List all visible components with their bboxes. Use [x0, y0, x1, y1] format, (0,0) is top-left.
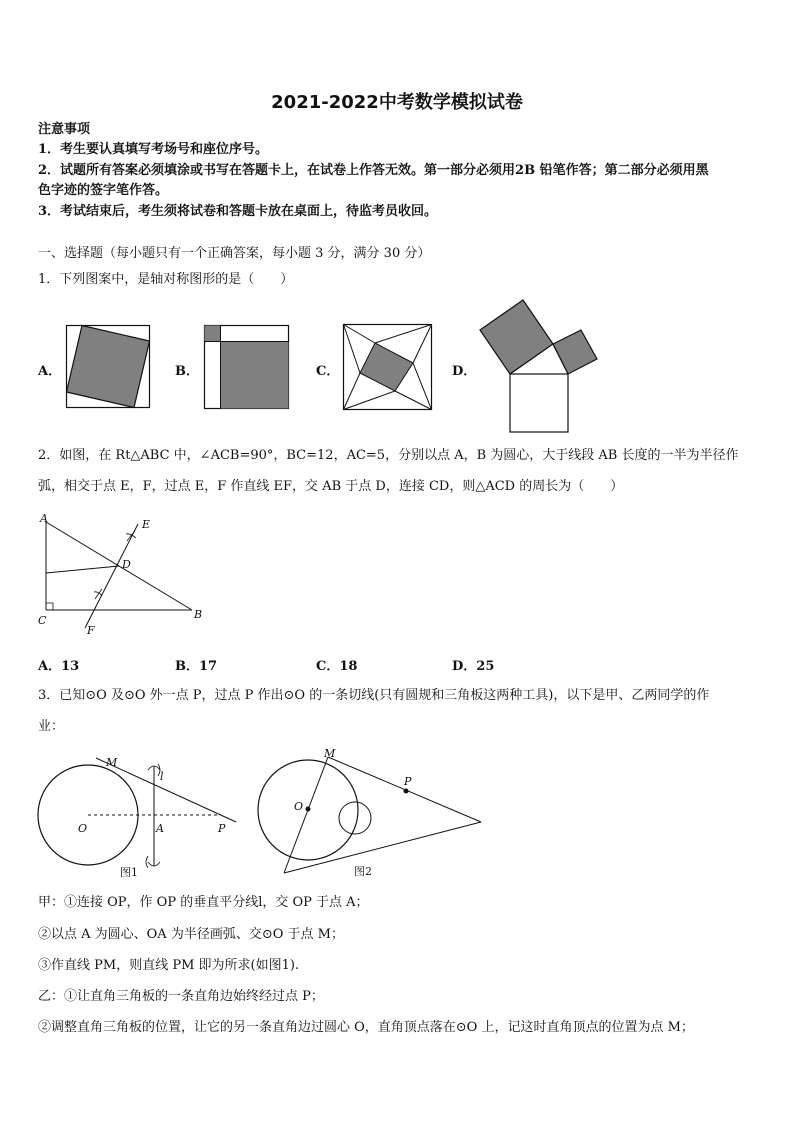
q2-label-a: A	[40, 512, 48, 525]
q2-option-b: B．17	[175, 659, 218, 674]
q3-fig2-label-m: M	[324, 747, 336, 760]
q1-figure-a	[66, 325, 152, 409]
q3-fig1-caption: 图1	[120, 866, 138, 879]
q2-option-d: D．25	[452, 659, 495, 674]
q3-fig2-label-p: P	[404, 775, 412, 788]
q3-fig1-label-p: P	[218, 822, 226, 835]
q2-stem-line1: 2．如图，在 Rt△ABC 中，∠ACB=90°，BC=12，AC=5，分别以点 A，B 为圆心，大于线段 AB 长度的一半为半径作	[38, 448, 739, 463]
q3-fig1-label-m: M	[106, 756, 118, 769]
q1-figure-c	[343, 324, 433, 410]
q1-figure-d	[478, 298, 600, 434]
notice-item-2-cont: 色字迹的签字笔作答。	[38, 183, 169, 198]
q1-option-b-label: B．	[175, 364, 199, 379]
page-title: 2021-2022中考数学模拟试卷	[271, 92, 523, 113]
q1-option-a-label: A．	[38, 364, 62, 379]
q1-option-d-label: D．	[452, 364, 477, 379]
q3-figure-1	[36, 752, 246, 880]
q2-label-d: D	[122, 558, 131, 571]
q3-stem-line2: 业：	[38, 719, 65, 734]
q3-stem-line1: 3．已知⊙O 及⊙O 外一点 P，过点 P 作出⊙O 的一条切线(只有圆规和三角板这两种工具)，以下是甲、乙两同学的作	[38, 688, 710, 703]
q2-label-e: E	[142, 518, 151, 531]
notice-item-2: 2．试题所有答案必须填涂或书写在答题卡上，在试卷上作答无效。第一部分必须用2B 铅笔作答；第二部分必须用黑	[38, 163, 709, 178]
q3-fig1-label-a: A	[156, 822, 164, 835]
notice-item-1: 1．考生要认真填写考场号和座位序号。	[38, 142, 269, 157]
q3-figure-2	[256, 745, 486, 881]
q1-option-c-label: C．	[316, 364, 340, 379]
q3-line-2: ②以点 A 为圆心、OA 为半径画弧、交⊙O 于点 M；	[38, 927, 344, 942]
q3-line-1: 甲：①连接 OP，作 OP 的垂直平分线l，交 OP 于点 A；	[38, 895, 369, 910]
q3-line-4: 乙：①让直角三角板的一条直角边始终经过点 P；	[38, 989, 324, 1004]
q3-line-5: ②调整直角三角板的位置，让它的另一条直角边过圆心 O，直角顶点落在⊙O 上，记这时直角顶点的位置为点 M；	[38, 1020, 694, 1035]
q2-label-f: F	[87, 624, 95, 637]
section-heading: 一、选择题（每小题只有一个正确答案，每小题 3 分，满分 30 分）	[38, 246, 431, 261]
q3-line-3: ③作直线 PM，则直线 PM 即为所求(如图1).	[38, 958, 300, 973]
q3-fig1-label-l: l	[160, 770, 164, 783]
q3-fig2-caption: 图2	[354, 865, 372, 878]
q2-label-b: B	[194, 608, 203, 621]
q1-stem: 1．下列图案中，是轴对称图形的是（ ）	[38, 272, 294, 287]
q3-fig2-label-o: O	[294, 800, 304, 813]
q2-label-c: C	[38, 614, 47, 627]
q1-figure-b	[204, 325, 290, 409]
notice-item-3: 3．考试结束后，考生须将试卷和答题卡放在桌面上，待监考员收回。	[38, 204, 438, 219]
q2-option-a: A．13	[38, 659, 80, 674]
q2-option-c: C．18	[316, 659, 358, 674]
q2-triangle-figure	[34, 512, 214, 640]
q2-stem-line2: 弧，相交于点 E，F，过点 E，F 作直线 EF，交 AB 于点 D，连接 CD，则△ACD 的周长为（ ）	[38, 479, 624, 494]
notice-heading: 注意事项	[38, 122, 91, 137]
q3-fig1-label-o: O	[78, 822, 88, 835]
